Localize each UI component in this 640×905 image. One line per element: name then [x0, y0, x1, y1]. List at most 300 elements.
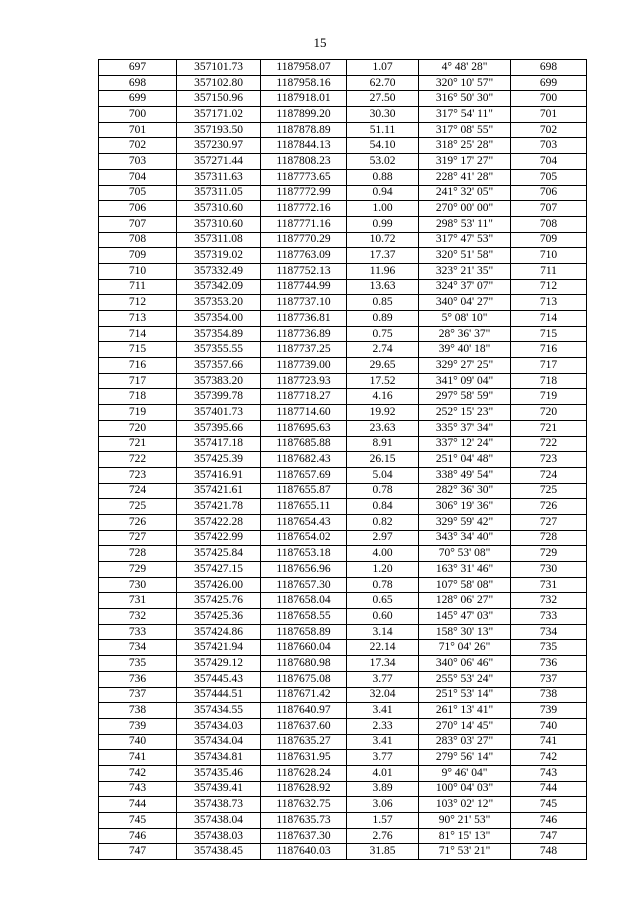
bearing-cell: 71° 04' 26" [419, 640, 511, 656]
table-row [99, 750, 587, 766]
bearing-cell: 298° 53' 11" [419, 216, 511, 232]
bearing-cell: 343° 34' 40" [419, 530, 511, 546]
point-number-cell: 721 [99, 436, 177, 452]
y-coordinate-cell: 1187682.43 [261, 452, 347, 468]
bearing-cell: 70° 53' 08" [419, 546, 511, 562]
table-row [99, 311, 587, 327]
table-row [99, 467, 587, 483]
x-coordinate-cell: 357422.99 [177, 530, 261, 546]
next-point-cell: 730 [511, 562, 587, 578]
next-point-cell: 715 [511, 326, 587, 342]
point-number-cell: 725 [99, 499, 177, 515]
next-point-cell: 724 [511, 467, 587, 483]
x-coordinate-cell: 357383.20 [177, 373, 261, 389]
table-row [99, 138, 587, 154]
y-coordinate-cell: 1187657.69 [261, 467, 347, 483]
point-number-cell: 716 [99, 358, 177, 374]
distance-cell: 62.70 [347, 75, 419, 91]
x-coordinate-cell: 357401.73 [177, 405, 261, 421]
distance-cell: 0.75 [347, 326, 419, 342]
point-number-cell: 734 [99, 640, 177, 656]
x-coordinate-cell: 357445.43 [177, 671, 261, 687]
next-point-cell: 718 [511, 373, 587, 389]
table-row [99, 373, 587, 389]
y-coordinate-cell: 1187628.24 [261, 765, 347, 781]
distance-cell: 54.10 [347, 138, 419, 154]
x-coordinate-cell: 357444.51 [177, 687, 261, 703]
distance-cell: 1.07 [347, 60, 419, 76]
bearing-cell: 283° 03' 27" [419, 734, 511, 750]
distance-cell: 22.14 [347, 640, 419, 656]
x-coordinate-cell: 357150.96 [177, 91, 261, 107]
table-row [99, 358, 587, 374]
y-coordinate-cell: 1187737.25 [261, 342, 347, 358]
x-coordinate-cell: 357435.46 [177, 765, 261, 781]
x-coordinate-cell: 357355.55 [177, 342, 261, 358]
x-coordinate-cell: 357399.78 [177, 389, 261, 405]
x-coordinate-cell: 357425.39 [177, 452, 261, 468]
next-point-cell: 704 [511, 154, 587, 170]
x-coordinate-cell: 357422.28 [177, 514, 261, 530]
point-number-cell: 699 [99, 91, 177, 107]
next-point-cell: 727 [511, 514, 587, 530]
bearing-cell: 5° 08' 10" [419, 311, 511, 327]
distance-cell: 0.89 [347, 311, 419, 327]
distance-cell: 4.01 [347, 765, 419, 781]
x-coordinate-cell: 357434.03 [177, 718, 261, 734]
distance-cell: 0.88 [347, 169, 419, 185]
bearing-cell: 107° 58' 08" [419, 577, 511, 593]
distance-cell: 26.15 [347, 452, 419, 468]
table-row [99, 828, 587, 844]
distance-cell: 30.30 [347, 107, 419, 123]
next-point-cell: 720 [511, 405, 587, 421]
x-coordinate-cell: 357171.02 [177, 107, 261, 123]
bearing-cell: 100° 04' 03" [419, 781, 511, 797]
table-row [99, 326, 587, 342]
point-number-cell: 744 [99, 797, 177, 813]
table-row [99, 75, 587, 91]
bearing-cell: 340° 06' 46" [419, 656, 511, 672]
point-number-cell: 717 [99, 373, 177, 389]
bearing-cell: 90° 21' 53" [419, 813, 511, 829]
table-row [99, 844, 587, 860]
point-number-cell: 718 [99, 389, 177, 405]
next-point-cell: 714 [511, 311, 587, 327]
distance-cell: 0.85 [347, 295, 419, 311]
distance-cell: 3.06 [347, 797, 419, 813]
distance-cell: 3.14 [347, 624, 419, 640]
y-coordinate-cell: 1187773.65 [261, 169, 347, 185]
next-point-cell: 743 [511, 765, 587, 781]
y-coordinate-cell: 1187635.73 [261, 813, 347, 829]
table-row [99, 797, 587, 813]
table-row [99, 703, 587, 719]
x-coordinate-cell: 357311.08 [177, 232, 261, 248]
y-coordinate-cell: 1187878.89 [261, 122, 347, 138]
table-row [99, 342, 587, 358]
bearing-cell: 255° 53' 24" [419, 671, 511, 687]
y-coordinate-cell: 1187958.07 [261, 60, 347, 76]
next-point-cell: 706 [511, 185, 587, 201]
point-number-cell: 703 [99, 154, 177, 170]
x-coordinate-cell: 357425.84 [177, 546, 261, 562]
table-row [99, 546, 587, 562]
x-coordinate-cell: 357438.73 [177, 797, 261, 813]
table-row [99, 248, 587, 264]
y-coordinate-cell: 1187658.89 [261, 624, 347, 640]
x-coordinate-cell: 357395.66 [177, 420, 261, 436]
point-number-cell: 720 [99, 420, 177, 436]
x-coordinate-cell: 357319.02 [177, 248, 261, 264]
table-row [99, 530, 587, 546]
point-number-cell: 736 [99, 671, 177, 687]
bearing-cell: 9° 46' 04" [419, 765, 511, 781]
next-point-cell: 747 [511, 828, 587, 844]
y-coordinate-cell: 1187744.99 [261, 279, 347, 295]
table-row [99, 765, 587, 781]
table-row [99, 656, 587, 672]
next-point-cell: 745 [511, 797, 587, 813]
y-coordinate-cell: 1187752.13 [261, 263, 347, 279]
x-coordinate-cell: 357421.78 [177, 499, 261, 515]
y-coordinate-cell: 1187637.60 [261, 718, 347, 734]
bearing-cell: 329° 27' 25" [419, 358, 511, 374]
distance-cell: 17.52 [347, 373, 419, 389]
x-coordinate-cell: 357421.94 [177, 640, 261, 656]
y-coordinate-cell: 1187654.02 [261, 530, 347, 546]
bearing-cell: 71° 53' 21" [419, 844, 511, 860]
bearing-cell: 261° 13' 41" [419, 703, 511, 719]
table-row [99, 624, 587, 640]
distance-cell: 3.41 [347, 703, 419, 719]
point-number-cell: 738 [99, 703, 177, 719]
bearing-cell: 270° 00' 00" [419, 201, 511, 217]
point-number-cell: 701 [99, 122, 177, 138]
point-number-cell: 740 [99, 734, 177, 750]
table-row [99, 514, 587, 530]
next-point-cell: 713 [511, 295, 587, 311]
bearing-cell: 318° 25' 28" [419, 138, 511, 154]
bearing-cell: 323° 21' 35" [419, 263, 511, 279]
point-number-cell: 741 [99, 750, 177, 766]
table-row [99, 420, 587, 436]
table-row [99, 185, 587, 201]
x-coordinate-cell: 357310.60 [177, 201, 261, 217]
page-number: 15 [313, 35, 327, 50]
table-row [99, 216, 587, 232]
bearing-cell: 335° 37' 34" [419, 420, 511, 436]
x-coordinate-cell: 357429.12 [177, 656, 261, 672]
next-point-cell: 736 [511, 656, 587, 672]
point-number-cell: 732 [99, 609, 177, 625]
y-coordinate-cell: 1187685.88 [261, 436, 347, 452]
bearing-cell: 81° 15' 13" [419, 828, 511, 844]
point-number-cell: 700 [99, 107, 177, 123]
table-row [99, 687, 587, 703]
bearing-cell: 306° 19' 36" [419, 499, 511, 515]
point-number-cell: 704 [99, 169, 177, 185]
x-coordinate-cell: 357438.04 [177, 813, 261, 829]
table-row [99, 91, 587, 107]
point-number-cell: 733 [99, 624, 177, 640]
point-number-cell: 727 [99, 530, 177, 546]
next-point-cell: 729 [511, 546, 587, 562]
point-number-cell: 726 [99, 514, 177, 530]
y-coordinate-cell: 1187899.20 [261, 107, 347, 123]
distance-cell: 10.72 [347, 232, 419, 248]
y-coordinate-cell: 1187660.04 [261, 640, 347, 656]
bearing-cell: 317° 08' 55" [419, 122, 511, 138]
next-point-cell: 699 [511, 75, 587, 91]
next-point-cell: 740 [511, 718, 587, 734]
next-point-cell: 739 [511, 703, 587, 719]
x-coordinate-cell: 357332.49 [177, 263, 261, 279]
y-coordinate-cell: 1187628.92 [261, 781, 347, 797]
distance-cell: 17.34 [347, 656, 419, 672]
y-coordinate-cell: 1187844.13 [261, 138, 347, 154]
table-row [99, 154, 587, 170]
point-number-cell: 731 [99, 593, 177, 609]
distance-cell: 51.11 [347, 122, 419, 138]
table-row [99, 60, 587, 76]
table-row [99, 169, 587, 185]
bearing-cell: 317° 47' 53" [419, 232, 511, 248]
next-point-cell: 725 [511, 483, 587, 499]
table-row [99, 405, 587, 421]
bearing-cell: 241° 32' 05" [419, 185, 511, 201]
x-coordinate-cell: 357425.36 [177, 609, 261, 625]
distance-cell: 0.84 [347, 499, 419, 515]
next-point-cell: 717 [511, 358, 587, 374]
table-row [99, 201, 587, 217]
distance-cell: 27.50 [347, 91, 419, 107]
table-row [99, 813, 587, 829]
distance-cell: 0.78 [347, 483, 419, 499]
bearing-cell: 270° 14' 45" [419, 718, 511, 734]
y-coordinate-cell: 1187723.93 [261, 373, 347, 389]
x-coordinate-cell: 357426.00 [177, 577, 261, 593]
y-coordinate-cell: 1187640.03 [261, 844, 347, 860]
table-row [99, 483, 587, 499]
point-number-cell: 723 [99, 467, 177, 483]
bearing-cell: 338° 49' 54" [419, 467, 511, 483]
point-number-cell: 746 [99, 828, 177, 844]
next-point-cell: 698 [511, 60, 587, 76]
point-number-cell: 710 [99, 263, 177, 279]
next-point-cell: 716 [511, 342, 587, 358]
y-coordinate-cell: 1187656.96 [261, 562, 347, 578]
x-coordinate-cell: 357342.09 [177, 279, 261, 295]
bearing-cell: 282° 36' 30" [419, 483, 511, 499]
x-coordinate-cell: 357424.86 [177, 624, 261, 640]
y-coordinate-cell: 1187808.23 [261, 154, 347, 170]
distance-cell: 0.65 [347, 593, 419, 609]
y-coordinate-cell: 1187772.99 [261, 185, 347, 201]
x-coordinate-cell: 357311.63 [177, 169, 261, 185]
next-point-cell: 741 [511, 734, 587, 750]
x-coordinate-cell: 357417.18 [177, 436, 261, 452]
point-number-cell: 705 [99, 185, 177, 201]
next-point-cell: 701 [511, 107, 587, 123]
bearing-cell: 297° 58' 59" [419, 389, 511, 405]
bearing-cell: 317° 54' 11" [419, 107, 511, 123]
y-coordinate-cell: 1187714.60 [261, 405, 347, 421]
next-point-cell: 710 [511, 248, 587, 264]
x-coordinate-cell: 357353.20 [177, 295, 261, 311]
point-number-cell: 697 [99, 60, 177, 76]
distance-cell: 0.82 [347, 514, 419, 530]
distance-cell: 0.94 [347, 185, 419, 201]
next-point-cell: 722 [511, 436, 587, 452]
y-coordinate-cell: 1187680.98 [261, 656, 347, 672]
x-coordinate-cell: 357416.91 [177, 467, 261, 483]
bearing-cell: 145° 47' 03" [419, 609, 511, 625]
distance-cell: 17.37 [347, 248, 419, 264]
next-point-cell: 712 [511, 279, 587, 295]
y-coordinate-cell: 1187637.30 [261, 828, 347, 844]
table-row [99, 562, 587, 578]
y-coordinate-cell: 1187655.11 [261, 499, 347, 515]
bearing-cell: 316° 50' 30" [419, 91, 511, 107]
y-coordinate-cell: 1187736.89 [261, 326, 347, 342]
point-number-cell: 714 [99, 326, 177, 342]
bearing-cell: 128° 06' 27" [419, 593, 511, 609]
point-number-cell: 728 [99, 546, 177, 562]
next-point-cell: 719 [511, 389, 587, 405]
point-number-cell: 735 [99, 656, 177, 672]
next-point-cell: 732 [511, 593, 587, 609]
next-point-cell: 731 [511, 577, 587, 593]
next-point-cell: 744 [511, 781, 587, 797]
table-row [99, 107, 587, 123]
table-row [99, 577, 587, 593]
y-coordinate-cell: 1187770.29 [261, 232, 347, 248]
distance-cell: 11.96 [347, 263, 419, 279]
y-coordinate-cell: 1187657.30 [261, 577, 347, 593]
point-number-cell: 719 [99, 405, 177, 421]
table-row [99, 640, 587, 656]
x-coordinate-cell: 357427.15 [177, 562, 261, 578]
point-number-cell: 724 [99, 483, 177, 499]
distance-cell: 4.00 [347, 546, 419, 562]
distance-cell: 3.89 [347, 781, 419, 797]
distance-cell: 32.04 [347, 687, 419, 703]
distance-cell: 23.63 [347, 420, 419, 436]
point-number-cell: 711 [99, 279, 177, 295]
point-number-cell: 709 [99, 248, 177, 264]
next-point-cell: 748 [511, 844, 587, 860]
x-coordinate-cell: 357425.76 [177, 593, 261, 609]
table-row [99, 436, 587, 452]
next-point-cell: 705 [511, 169, 587, 185]
y-coordinate-cell: 1187771.16 [261, 216, 347, 232]
point-number-cell: 739 [99, 718, 177, 734]
table-row [99, 279, 587, 295]
next-point-cell: 733 [511, 609, 587, 625]
y-coordinate-cell: 1187695.63 [261, 420, 347, 436]
distance-cell: 0.99 [347, 216, 419, 232]
bearing-cell: 320° 51' 58" [419, 248, 511, 264]
point-number-cell: 715 [99, 342, 177, 358]
distance-cell: 31.85 [347, 844, 419, 860]
point-number-cell: 722 [99, 452, 177, 468]
distance-cell: 2.74 [347, 342, 419, 358]
distance-cell: 2.97 [347, 530, 419, 546]
x-coordinate-cell: 357438.45 [177, 844, 261, 860]
table-row [99, 671, 587, 687]
next-point-cell: 700 [511, 91, 587, 107]
y-coordinate-cell: 1187736.81 [261, 311, 347, 327]
distance-cell: 5.04 [347, 467, 419, 483]
next-point-cell: 746 [511, 813, 587, 829]
x-coordinate-cell: 357439.41 [177, 781, 261, 797]
bearing-cell: 251° 53' 14" [419, 687, 511, 703]
point-number-cell: 737 [99, 687, 177, 703]
table-row [99, 781, 587, 797]
x-coordinate-cell: 357310.60 [177, 216, 261, 232]
next-point-cell: 711 [511, 263, 587, 279]
table-row [99, 263, 587, 279]
x-coordinate-cell: 357421.61 [177, 483, 261, 499]
y-coordinate-cell: 1187635.27 [261, 734, 347, 750]
distance-cell: 1.00 [347, 201, 419, 217]
y-coordinate-cell: 1187632.75 [261, 797, 347, 813]
y-coordinate-cell: 1187671.42 [261, 687, 347, 703]
bearing-cell: 340° 04' 27" [419, 295, 511, 311]
bearing-cell: 320° 10' 57" [419, 75, 511, 91]
distance-cell: 3.77 [347, 671, 419, 687]
y-coordinate-cell: 1187918.01 [261, 91, 347, 107]
next-point-cell: 708 [511, 216, 587, 232]
y-coordinate-cell: 1187737.10 [261, 295, 347, 311]
x-coordinate-cell: 357434.55 [177, 703, 261, 719]
y-coordinate-cell: 1187640.97 [261, 703, 347, 719]
bearing-cell: 163° 31' 46" [419, 562, 511, 578]
next-point-cell: 707 [511, 201, 587, 217]
bearing-cell: 28° 36' 37" [419, 326, 511, 342]
next-point-cell: 721 [511, 420, 587, 436]
point-number-cell: 708 [99, 232, 177, 248]
x-coordinate-cell: 357271.44 [177, 154, 261, 170]
bearing-cell: 319° 17' 27" [419, 154, 511, 170]
bearing-cell: 341° 09' 04" [419, 373, 511, 389]
next-point-cell: 735 [511, 640, 587, 656]
point-number-cell: 712 [99, 295, 177, 311]
y-coordinate-cell: 1187739.00 [261, 358, 347, 374]
distance-cell: 19.92 [347, 405, 419, 421]
table-row [99, 295, 587, 311]
next-point-cell: 702 [511, 122, 587, 138]
bearing-cell: 158° 30' 13" [419, 624, 511, 640]
x-coordinate-cell: 357434.04 [177, 734, 261, 750]
y-coordinate-cell: 1187718.27 [261, 389, 347, 405]
table-row [99, 499, 587, 515]
bearing-cell: 39° 40' 18" [419, 342, 511, 358]
y-coordinate-cell: 1187653.18 [261, 546, 347, 562]
y-coordinate-cell: 1187658.04 [261, 593, 347, 609]
bearing-cell: 337° 12' 24" [419, 436, 511, 452]
point-number-cell: 743 [99, 781, 177, 797]
table-row [99, 452, 587, 468]
y-coordinate-cell: 1187654.43 [261, 514, 347, 530]
bearing-cell: 329° 59' 42" [419, 514, 511, 530]
next-point-cell: 726 [511, 499, 587, 515]
bearing-cell: 4° 48' 28" [419, 60, 511, 76]
point-number-cell: 745 [99, 813, 177, 829]
distance-cell: 4.16 [347, 389, 419, 405]
point-number-cell: 706 [99, 201, 177, 217]
